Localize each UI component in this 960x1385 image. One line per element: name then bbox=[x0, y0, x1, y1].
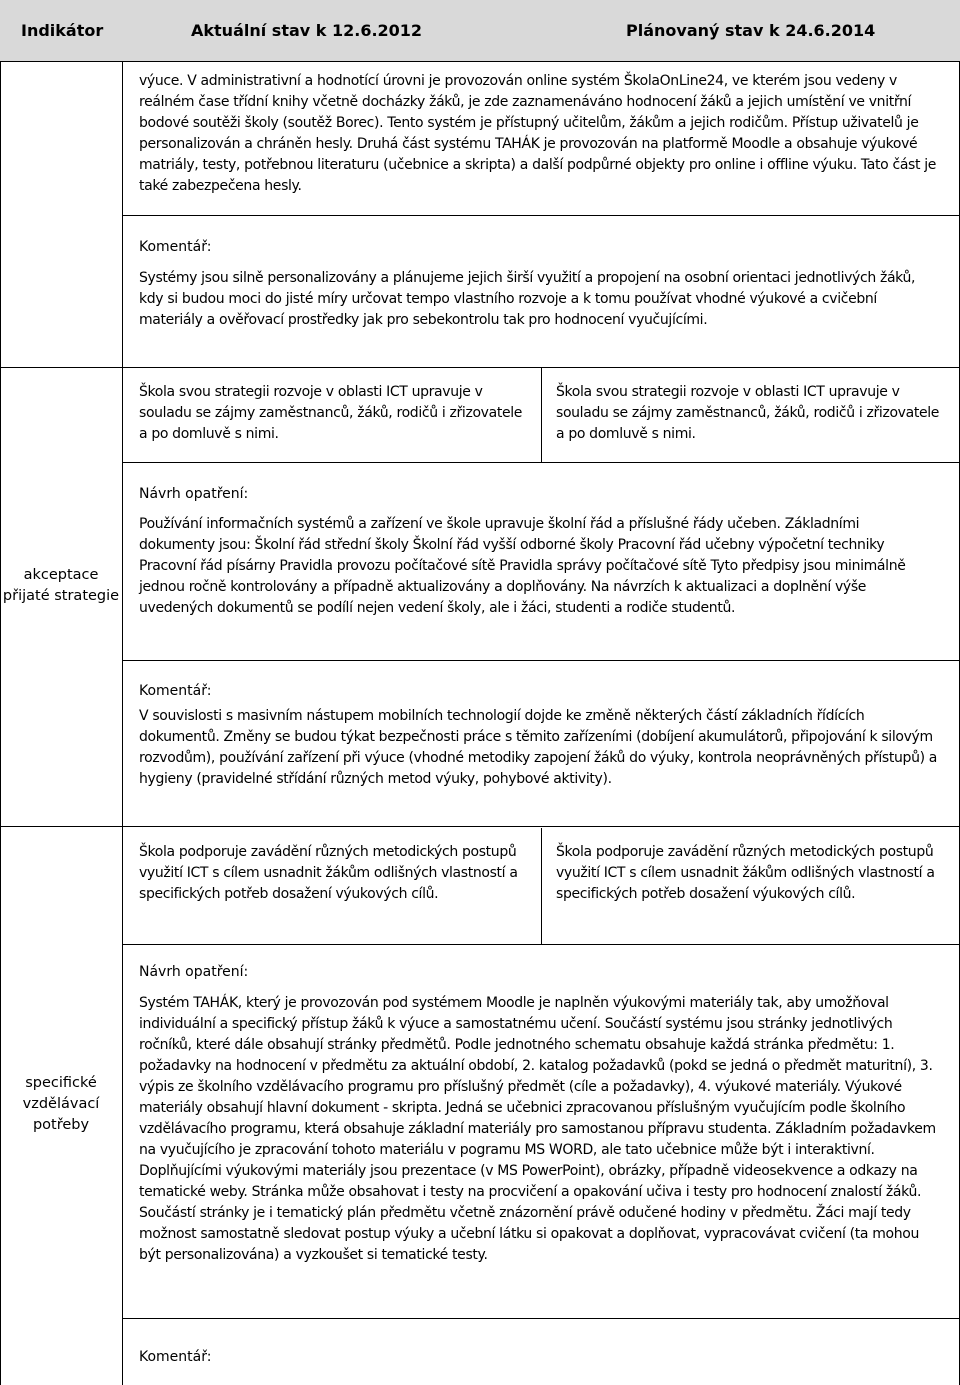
row-divider bbox=[0, 367, 960, 368]
header-current-state: Aktuální stav k 12.6.2012 bbox=[191, 21, 423, 40]
planned-state-text: Škola podporuje zavádění různých metodických postupů využití ICT s cílem usnadnit žákům odlišných vlastností a specifických potřeb dosažení výukových cílů. bbox=[556, 844, 935, 902]
comment-text: Systémy jsou silně personalizovány a plánujeme jejich širší využití a propojení na osobní orientaci jednotlivých žáků, kdy si budou moci do jisté míry určovat tempo vlastního rozvoje a k tomu používat vhodné výukové a cvičební materiály a ověřovací prostředky jak pro sebekontrolu tak pro hodnocení vyučujícími. bbox=[139, 270, 916, 328]
header-planned-state: Plánovaný stav k 24.6.2014 bbox=[626, 21, 876, 40]
current-state-text: Škola svou strategii rozvoje v oblasti ICT upravuje v souladu se zájmy zaměstnanců, žáků, rodičů i zřizovatele a po domluvě s nimi. bbox=[139, 384, 523, 442]
comment-label: Komentář: bbox=[139, 239, 212, 255]
measure-text: Systém TAHÁK, který je provozován pod systémem Moodle je naplněn výukovými materiály tak, aby umožňoval individuální a specifický přístup žáků k výuce a samostatnému učení. Součástí systému jsou stránky jednotlivých ročníků, které dále obsahují stránky předmětů. Podle jednotného schematu obsahuje každá stránka předmětu: 1. požadavky na hodnocení v předmětu za aktuální období, 2. katalog požadavků (pokd se jedná o předmět maturitní), 3. výpis ze školního vzdělávacího programu pro příslušný předmět (cíle a požadavky), 4. výukové materiály. Výukové materiály obsahují hlavní dokument - skripta. Jedná se učebnici zpracovanou příslušným vyučujícím podle školního vzdělávacího programu, která obsahuje základní materiály pro samostanou přípravu studenta. Základním požadavkem na vyučujícího je zpracování tohoto materiálu v pogramu MS WORD, ale tato učebnice může být i interaktivní. Doplňujícími výukovými materiály jsou prezentace (v MS PowerPoint), obrázky, případně videosekvence a odkazy na tematické weby. Stránka může obsahovat i testy na procvičení a opakování učiva i testy pro hodnocení znalostí žáků. Součástí stránky je i tematický plán předmětu včetně znázornění právě odučené hodiny v předmětu. Žáci mají tedy možnost samostatně sledovat postup výuky a učební látku si opakovat a doplňovat, vypracovávat cvičení (ta mohou být personalizována) a vyzkoušet si tematické testy. bbox=[139, 995, 936, 1263]
header-indicator: Indikátor bbox=[21, 21, 104, 40]
measure-label: Návrh opatření: bbox=[139, 964, 249, 980]
comment-label: Komentář: bbox=[139, 1349, 212, 1365]
indicator-acceptance: akceptace přijaté strategie bbox=[2, 567, 120, 604]
comment-label: Komentář: bbox=[139, 683, 212, 699]
row-divider bbox=[122, 660, 960, 661]
table-header bbox=[0, 0, 960, 62]
current-state-text: výuce. V administrativní a hodnotící úrovni je provozován online systém ŠkolaOnLine24, ve kterém jsou vedeny v reálném čase třídní knihy včetně docházky žáků, je zde zaznamenáváno hodnocení žáků a jejich umístění ve vnitřní bodové soutěži školy (soutěž Borec). Tento systém je přístupný učitelům, žákům a jejich rodičům. Přístup uživatelů je personalizován a chráněn hesly. Druhá část systému TAHÁK je provozován na platformě Moodle a obsahuje výukové matriály, testy, potřebnou literaturu (učebnice a skripta) a další podpůrné objekty pro online i offline výuku. Tato část je také zabezpečena hesly. bbox=[139, 73, 937, 194]
row-divider bbox=[122, 462, 960, 463]
row-divider bbox=[122, 944, 960, 945]
indicator-column-divider bbox=[122, 62, 123, 1385]
measure-label: Návrh opatření: bbox=[139, 486, 249, 502]
state-column-divider bbox=[541, 368, 542, 462]
state-column-divider bbox=[541, 828, 542, 944]
row-divider bbox=[122, 215, 960, 216]
current-state-text: Škola podporuje zavádění různých metodických postupů využití ICT s cílem usnadnit žákům odlišných vlastností a specifických potřeb dosažení výukových cílů. bbox=[139, 844, 518, 902]
planned-state-text: Škola svou strategii rozvoje v oblasti ICT upravuje v souladu se zájmy zaměstnanců, žáků, rodičů i zřizovatele a po domluvě s nimi. bbox=[556, 384, 940, 442]
row-divider bbox=[122, 1318, 960, 1319]
indicator-special-needs: specifické vzdělávací potřeby bbox=[22, 1075, 100, 1133]
row-divider bbox=[0, 826, 960, 827]
table-border-left bbox=[0, 62, 1, 1385]
measure-text: Používání informačních systémů a zařízení ve škole upravuje školní řád a příslušné řády učeben. Základními dokumenty jsou: Školní řád střední školy Školní řád vyšší odborné školy Pracovní řád učebny výpočetní techniky Pracovní řád písárny Pravidla provozu počítačové sítě Pravidla správy počítačové sítě Tyto předpisy jsou minimálně jednou ročně kontrolovány a případně aktualizovány a doplňovány. Na návrzích k aktualizaci a doplnění výše uvedených dokumentů se podílí nejen vedení školy, ale i žáci, studenti a rodiče studentů. bbox=[139, 516, 906, 616]
comment-text: V souvislosti s masivním nástupem mobilních technologií dojde ke změně některých částí základních řídících dokumentů. Změny se budou týkat bezpečnosti práce s těmito zařízeními (dobíjení akumulátorů, připojování k silovým rozvodům), používání zařízení při výuce (vhodné metodiky zapojení žáků do výuky, kontrola neoprávněných přístupů) a hygieny (pravidelné střídání různých metod výuky, pohybové aktivity). bbox=[139, 708, 938, 787]
